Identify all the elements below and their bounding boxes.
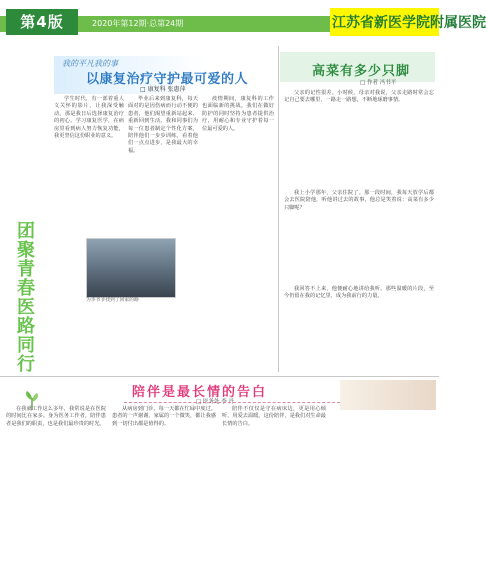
article-paragraph: 父亲的记性很差。小时候，母亲对我说，父亲走路时常会忘记自己要去哪里，一路走一路想，不断地琢磨事情。 xyxy=(284,90,434,104)
vertical-banner-text xyxy=(14,222,38,374)
banner-char: 路 xyxy=(17,316,35,337)
article-paragraph: 我上小学那年，父亲住院了。那一段时间，我每天放学后都会去医院陪他，听他讲过去的故事，他总是笑着说：高菜有多少只脚呢？ xyxy=(284,190,434,211)
issue-date: 2020年第12期·总第24期 xyxy=(92,19,184,28)
page-header xyxy=(0,0,486,40)
right-article-byline: □ 作者 冯书平 xyxy=(360,80,397,86)
bottom-article-column xyxy=(112,406,216,562)
section-divider xyxy=(0,376,439,377)
article-kicker: 我的平凡我的事 xyxy=(62,59,118,68)
banner-char: 行 xyxy=(17,354,35,375)
banner-char: 医 xyxy=(17,297,35,318)
banner-char: 同 xyxy=(17,335,35,356)
banner-char: 团 xyxy=(17,221,35,242)
right-article-column xyxy=(284,90,434,186)
article-paragraph: 从病房到门诊，每一天都在忙碌中度过。患者的一声谢谢，家属的一个微笑，都让我感到一切付出都是值得的。 xyxy=(112,406,216,427)
article-byline: □ 康复科 张惠萍 xyxy=(140,86,186,93)
article-column-3 xyxy=(202,96,274,372)
article-column-1 xyxy=(54,96,124,236)
article-title: 以康复治疗守护最可爱的人 xyxy=(86,72,249,87)
banner-char: 春 xyxy=(17,278,35,299)
column-divider xyxy=(278,46,279,372)
right-article-title: 高菜有多少只脚 xyxy=(312,64,411,79)
article-photo xyxy=(86,238,176,298)
bottom-article-column xyxy=(222,406,326,562)
article-paragraph: 陪伴不仅仅是守在病床边，更是用心倾听、用爱去温暖。这份陪伴，是我们对生命最长情的告白。 xyxy=(222,406,326,427)
right-article-column xyxy=(284,190,434,282)
article-paragraph: 学生时代，有一部着重人文关怀的影片，让我深受触动，那是我日后选择康复治疗的初心。学习康复医学，在病房里看到病人努力恢复功能，我更坚信这份职业的意义。 xyxy=(54,96,124,140)
banner-char: 聚 xyxy=(17,240,35,261)
bottom-article-column xyxy=(6,406,106,562)
article-paragraph: 毕业后来到康复科，每天面对的是因伤病而行动不便的患者，他们渴望重新站起来、重新回到生活。我和同事们为每一位患者制定个性化方案，陪伴他们一步步训练，看着他们一点点进步，是我最大的幸福。 xyxy=(128,96,198,154)
page-number-badge: 第4版 xyxy=(6,9,78,35)
right-article-column xyxy=(284,286,434,372)
bottom-photo xyxy=(340,380,436,410)
photo-caption: 为李爷爷找到了回家的路 xyxy=(86,298,139,303)
article-paragraph: 在我就工作这么多年，我常说是在医院的时间比在家多。身为医务工作者，陪伴患者是我们的职责，也是我们最珍贵的时光。 xyxy=(6,406,106,427)
banner-char: 青 xyxy=(17,259,35,280)
bottom-article-byline: □ 医务处 李 丹 xyxy=(196,399,234,405)
bottom-article-title: 陪伴是最长情的告白 xyxy=(132,385,268,400)
article-paragraph: 疫情期间，康复科的工作也面临新的挑战。我们在做好防护的同时坚持为患者提供治疗，用耐心和专业守护着每一位最可爱的人。 xyxy=(202,96,274,132)
article-column-2 xyxy=(128,96,198,236)
article-paragraph: 我回答不上来，他便耐心地讲给我听。那些温暖的片段，至今仍留在我的记忆里，成为我前行的力量。 xyxy=(284,286,434,300)
section-title: 江苏省新医学院附属医院 xyxy=(332,15,486,31)
